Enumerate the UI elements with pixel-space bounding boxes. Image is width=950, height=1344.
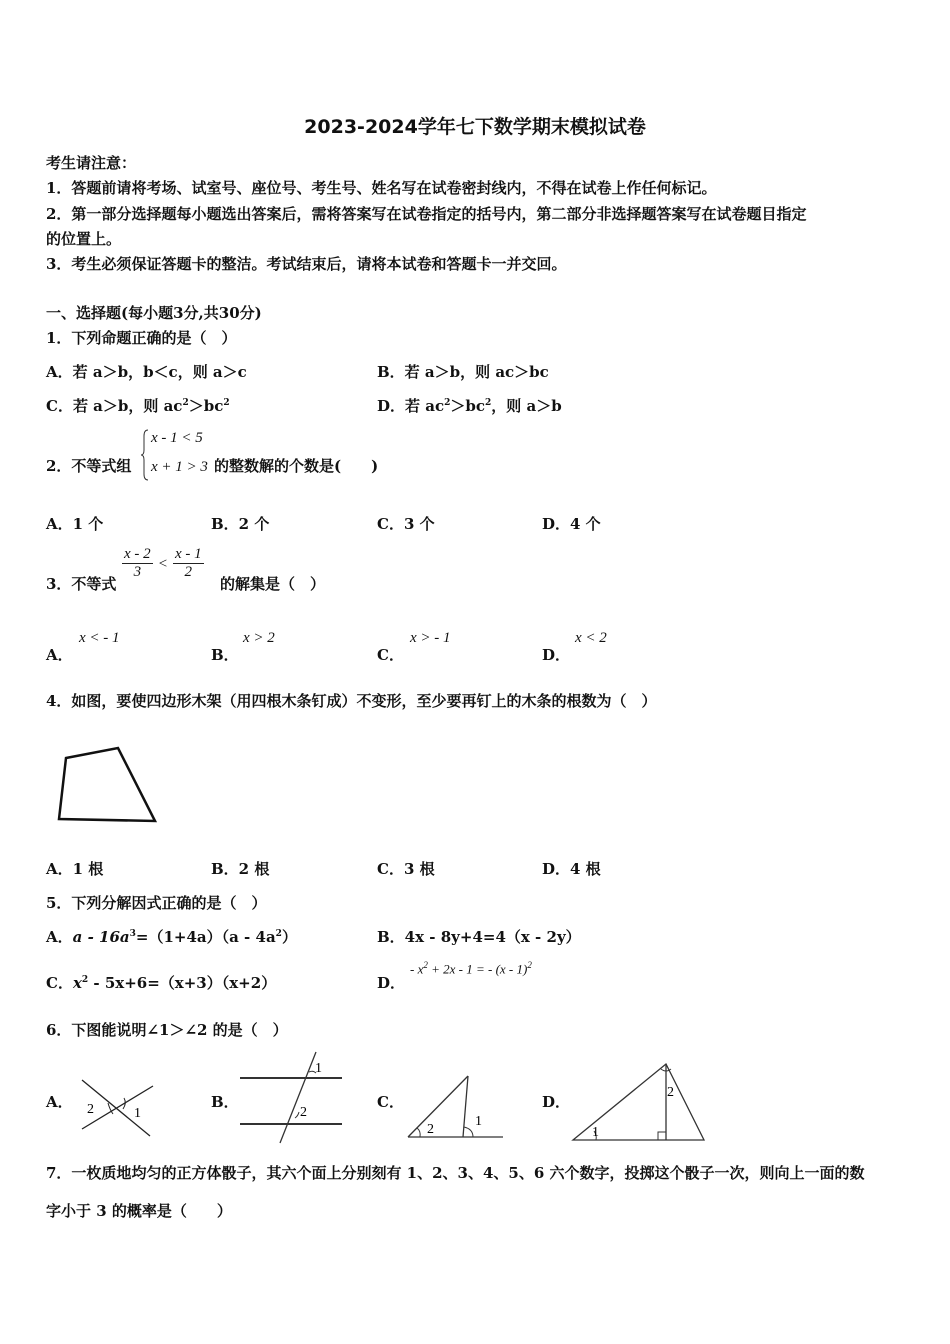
q3-option-a-label[interactable]: A． xyxy=(46,646,73,664)
q6-a-angle-2: 2 xyxy=(87,1102,94,1117)
q6-c-angle-1: 1 xyxy=(475,1114,482,1129)
q3-numerator-2: x - 1 xyxy=(174,546,202,562)
q1-option-b[interactable]: B．若 a＞b，则 ac＞bc xyxy=(377,363,549,381)
q4-stem: 4．如图，要使四边形木架（用四根木条钉成）不变形，至少要再钉上的木条的根数为（ ） xyxy=(46,692,657,710)
q4-option-d[interactable]: D．4 根 xyxy=(542,860,601,878)
q6-d-angle-1: 1 xyxy=(592,1125,599,1140)
q5-option-c[interactable]: C．$x^2 - 5x+6=(x+3)(x+2)$ xyxy=(46,974,277,992)
q6-c-angle-2: 2 xyxy=(427,1122,434,1137)
q3-option-c[interactable]: x > - 1 xyxy=(410,630,451,646)
q5-option-a[interactable]: A．$a - 16a^3=(1+4a)(a - 4a^2)$ xyxy=(46,928,297,946)
q6-figure-b[interactable] xyxy=(238,1050,344,1145)
q6-figure-d[interactable] xyxy=(570,1058,710,1144)
page-title: 2023-2024学年七下数学期末模拟试卷 xyxy=(304,116,646,138)
q1-option-a[interactable]: A．若 a＞b，b＜c，则 a＞c xyxy=(46,363,247,381)
q3-stem-post: 的解集是（ ） xyxy=(220,575,326,593)
q2-option-a[interactable]: A．1 个 xyxy=(46,515,104,533)
q3-option-c-label[interactable]: C． xyxy=(377,646,404,664)
notice-item-2: 2．第一部分选择题每小题选出答案后，需将答案写在试卷指定的括号内，第二部分非选择题答案写在试卷题目指定 xyxy=(46,205,807,223)
q4-option-c[interactable]: C．3 根 xyxy=(377,860,435,878)
q6-option-c-label[interactable]: C． xyxy=(377,1093,404,1111)
q4-quadrilateral-figure xyxy=(50,740,165,830)
q7-stem-line-2: 字小于 3 的概率是（ ） xyxy=(46,1202,232,1220)
q6-b-angle-2: 2 xyxy=(300,1105,307,1120)
q6-a-angle-1: 1 xyxy=(134,1106,141,1121)
q5-option-b[interactable]: B．4x - 8y+4=4（x - 2y） xyxy=(377,928,581,946)
q7-stem-line-1: 7．一枚质地均匀的正方体骰子，其六个面上分别刻有 1、2、3、4、5、6 六个数字，投掷这个骰子一次，则向上一面的数 xyxy=(46,1164,865,1182)
q4-option-a[interactable]: A．1 根 xyxy=(46,860,104,878)
q1-option-c[interactable]: C．若 a＞b，则 $ac^2>bc^2$ xyxy=(46,397,230,415)
notice-heading: 考生请注意： xyxy=(46,154,137,172)
q3-numerator-1: x - 2 xyxy=(124,546,151,562)
q5-stem: 5．下列分解因式正确的是（ ） xyxy=(46,894,267,912)
q3-option-b-label[interactable]: B． xyxy=(211,646,239,664)
q2-option-d[interactable]: D．4 个 xyxy=(542,515,601,533)
q3-inequality xyxy=(122,546,204,581)
q3-denominator-2: 2 xyxy=(184,564,193,580)
q6-option-b-label[interactable]: B． xyxy=(211,1093,239,1111)
q2-equation-1: x - 1 < 5 xyxy=(151,430,203,446)
q3-denominator-1: 3 xyxy=(133,564,142,580)
q3-stem-pre: 3．不等式 xyxy=(46,575,117,593)
q3-option-d-label[interactable]: D． xyxy=(542,646,571,664)
notice-item-2-cont: 的位置上。 xyxy=(46,230,122,248)
q3-option-d[interactable]: x < 2 xyxy=(575,630,607,646)
q2-stem-pre: 2．不等式组 xyxy=(46,457,132,475)
q6-figure-c[interactable] xyxy=(405,1072,505,1142)
q2-brace xyxy=(140,428,150,482)
q2-option-c[interactable]: C．3 个 xyxy=(377,515,435,533)
q6-figure-a[interactable] xyxy=(78,1076,158,1138)
q1-option-d[interactable]: D．若 $ac^2>bc^2$，则 a＞b xyxy=(377,397,562,415)
q2-option-b[interactable]: B．2 个 xyxy=(211,515,270,533)
q6-option-a-label[interactable]: A． xyxy=(46,1093,73,1111)
q1-stem: 1．下列命题正确的是（ ） xyxy=(46,329,237,347)
q6-d-angle-2: 2 xyxy=(667,1085,674,1100)
q4-option-b[interactable]: B．2 根 xyxy=(211,860,270,878)
q5-option-d[interactable]: - $x^2 + 2x - 1$ = - (x - 1)$^2$ xyxy=(410,960,532,977)
q3-less-than: < xyxy=(157,556,168,572)
section-heading: 一、选择题(每小题3分,共30分) xyxy=(46,304,262,322)
q6-b-angle-1: 1 xyxy=(315,1061,322,1076)
q6-option-d-label[interactable]: D． xyxy=(542,1093,571,1111)
q2-equation-2: x + 1 > 3 xyxy=(151,459,208,475)
notice-item-1: 1．答题前请将考场、试室号、座位号、考生号、姓名写在试卷密封线内，不得在试卷上作任何标记。 xyxy=(46,179,717,197)
q2-stem-post: 的整数解的个数是( ) xyxy=(214,457,379,475)
q5-option-d-label[interactable]: D． xyxy=(377,974,406,992)
notice-item-3: 3．考生必须保证答题卡的整洁。考试结束后，请将本试卷和答题卡一并交回。 xyxy=(46,255,567,273)
q6-stem: 6．下图能说明∠1＞∠2 的是（ ） xyxy=(46,1021,288,1039)
q3-option-b[interactable]: x > 2 xyxy=(243,630,275,646)
q3-option-a[interactable]: x < - 1 xyxy=(79,630,120,646)
